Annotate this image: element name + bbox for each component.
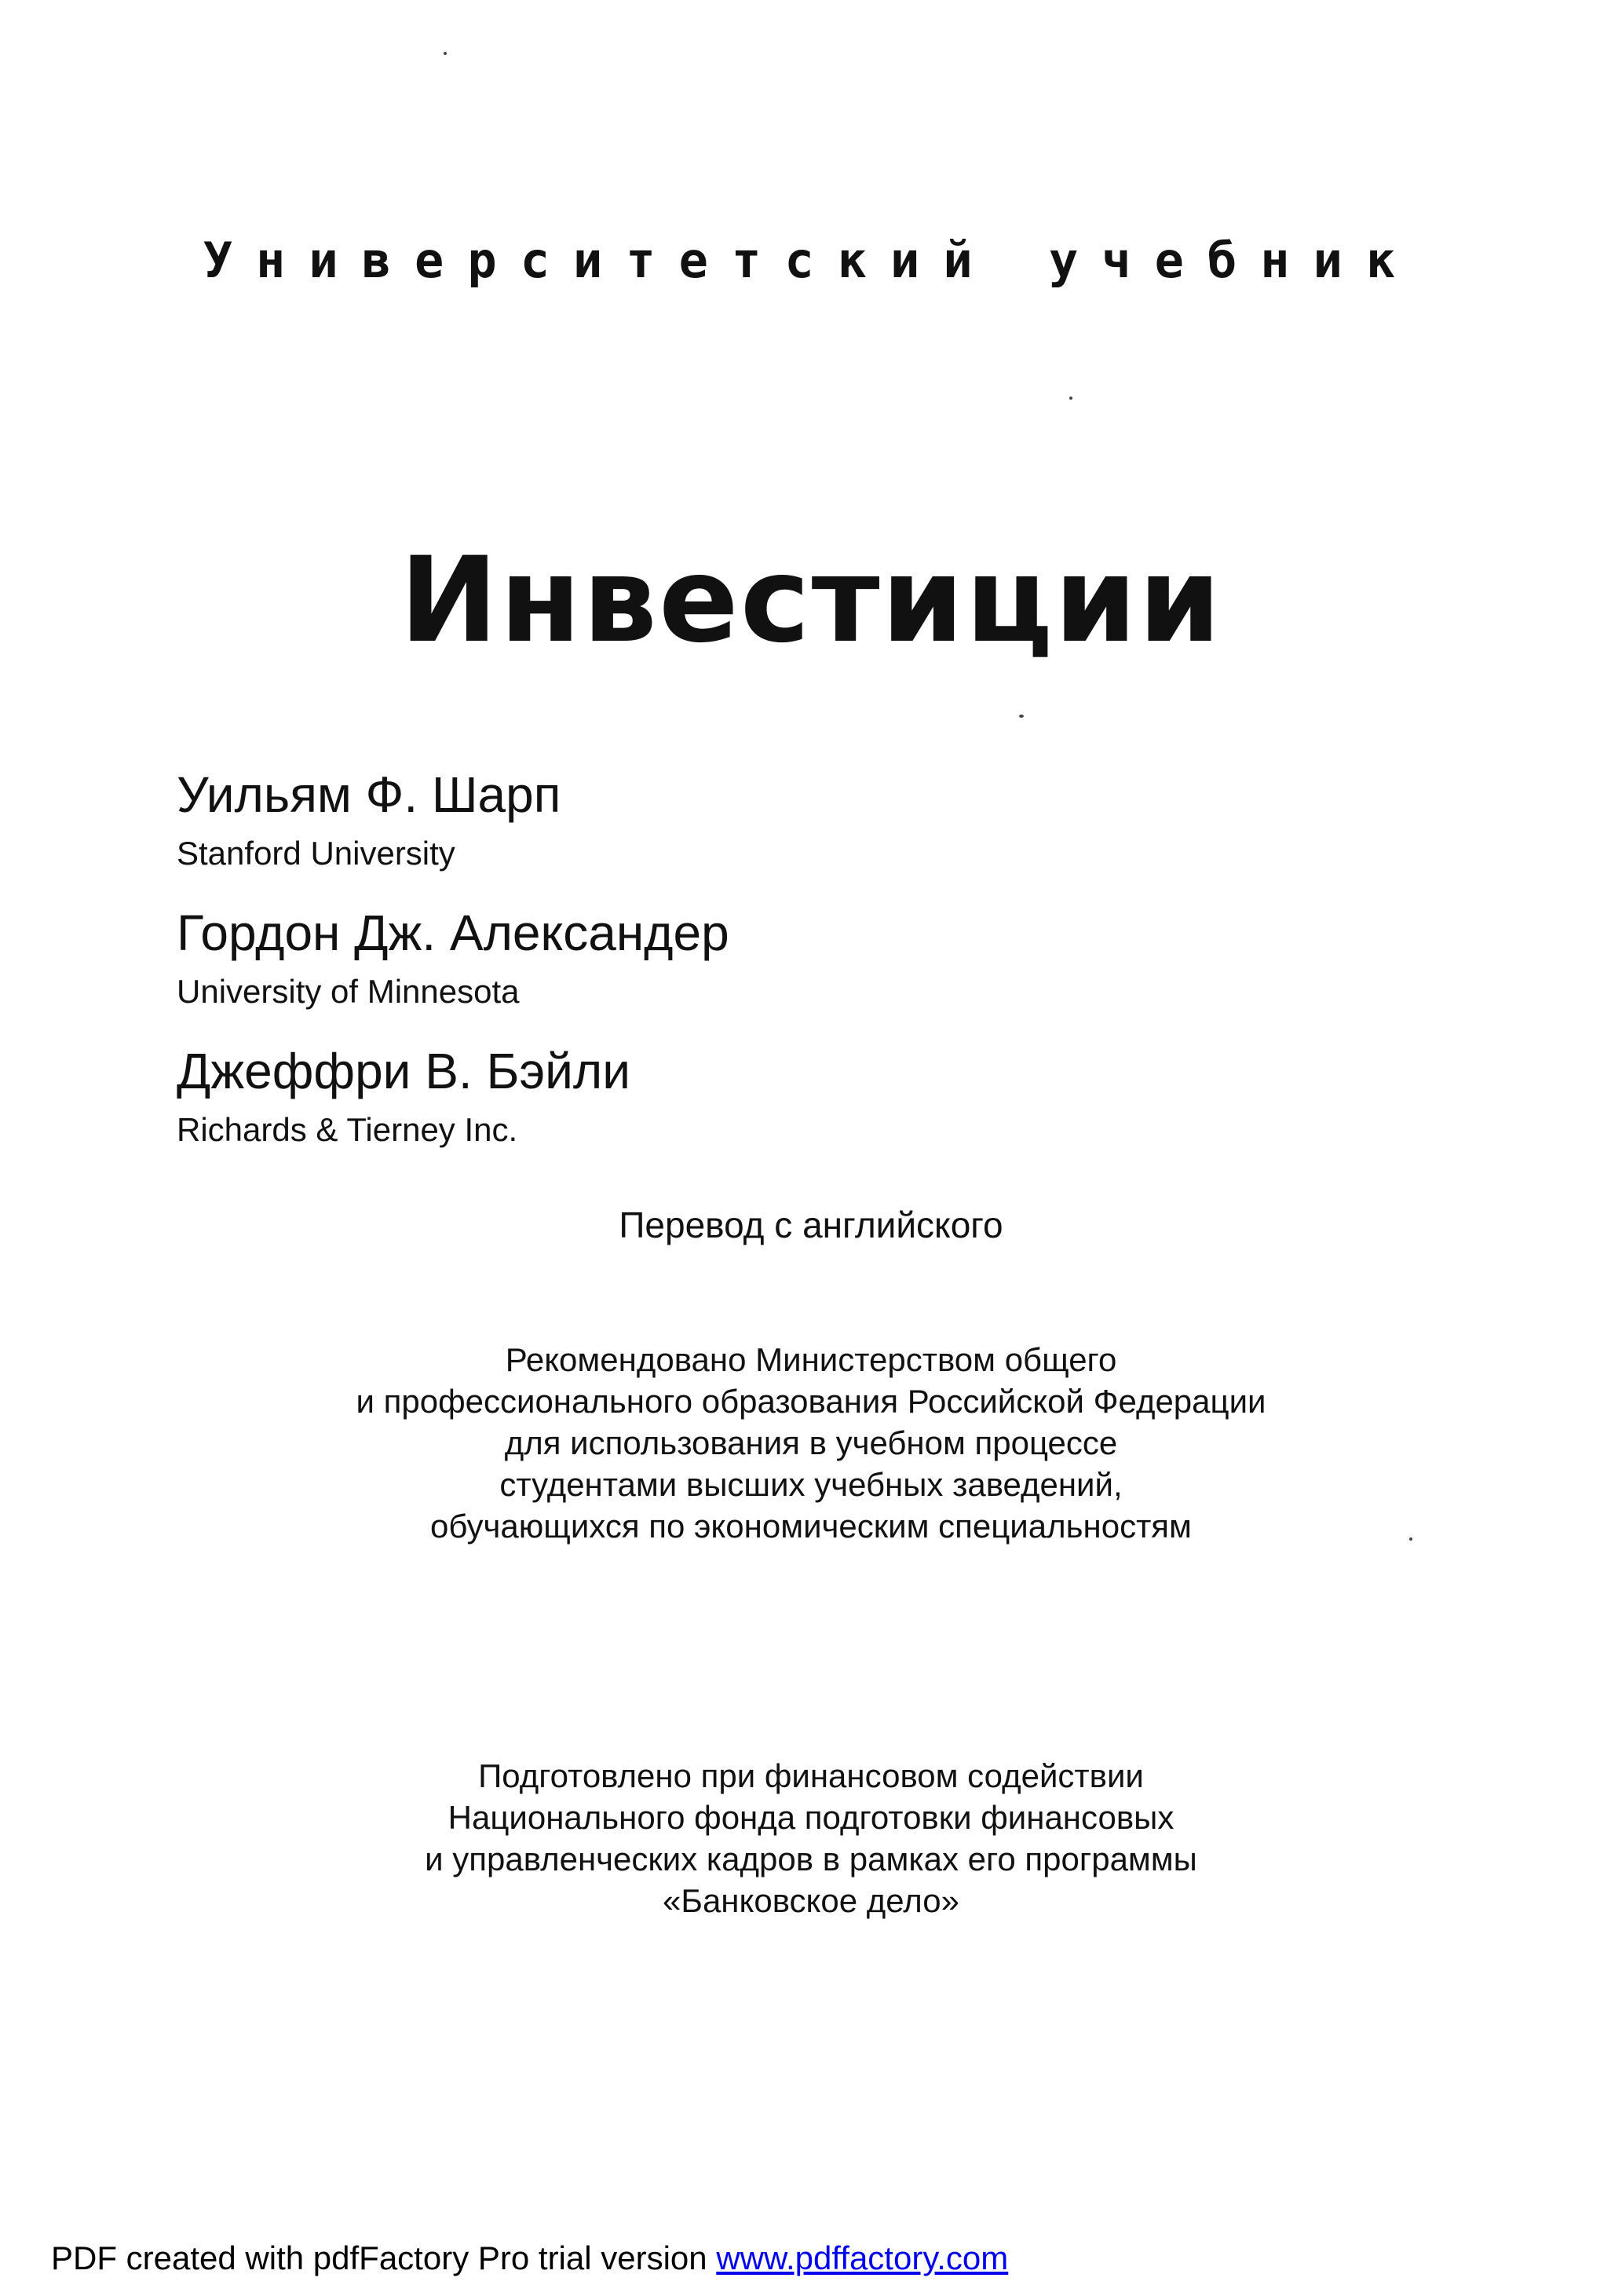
funding-note-line: и управленческих кадров в рамках его программы (425, 1841, 1197, 1877)
author-name: Уильям Ф. Шарп (177, 766, 561, 823)
scan-speck (1069, 397, 1072, 400)
funding-note-block (0, 1755, 1622, 1921)
recommendation-block (0, 1339, 1622, 1547)
scan-speck (1019, 715, 1024, 718)
translation-note: Перевод с английского (619, 1205, 1003, 1245)
scan-speck (444, 52, 447, 55)
recommendation-line: Рекомендовано Министерством общего (505, 1341, 1117, 1378)
recommendation-line: для использования в учебном процессе (504, 1424, 1118, 1461)
author-affiliation: Stanford University (177, 835, 455, 872)
pdf-footer (51, 2238, 1008, 2279)
recommendation-line: студентами высших учебных заведений, (499, 1466, 1123, 1503)
series-heading: Университетский учебник (203, 232, 1419, 289)
author-affiliation: Richards & Tierney Inc. (177, 1111, 518, 1148)
author-name: Гордон Дж. Александер (177, 905, 729, 961)
footer-text: PDF created with pdfFactory Pro trial version (51, 2239, 717, 2276)
funding-note-line: Национального фонда подготовки финансовых (448, 1799, 1174, 1836)
author-affiliation: University of Minnesota (177, 973, 520, 1010)
funding-note-line: Подготовлено при финансовом содействии (478, 1757, 1144, 1794)
funding-note-line: «Банковское дело» (663, 1882, 959, 1919)
book-title: Инвестиции (399, 532, 1223, 669)
author-list (177, 766, 1197, 1180)
footer-link[interactable]: www.pdffactory.com (716, 2239, 1009, 2276)
recommendation-line: и профессионального образования Российской Федерации (356, 1383, 1266, 1420)
recommendation-line: обучающихся по экономическим специальностям (430, 1508, 1192, 1545)
author-name: Джеффри В. Бэйли (177, 1043, 630, 1099)
